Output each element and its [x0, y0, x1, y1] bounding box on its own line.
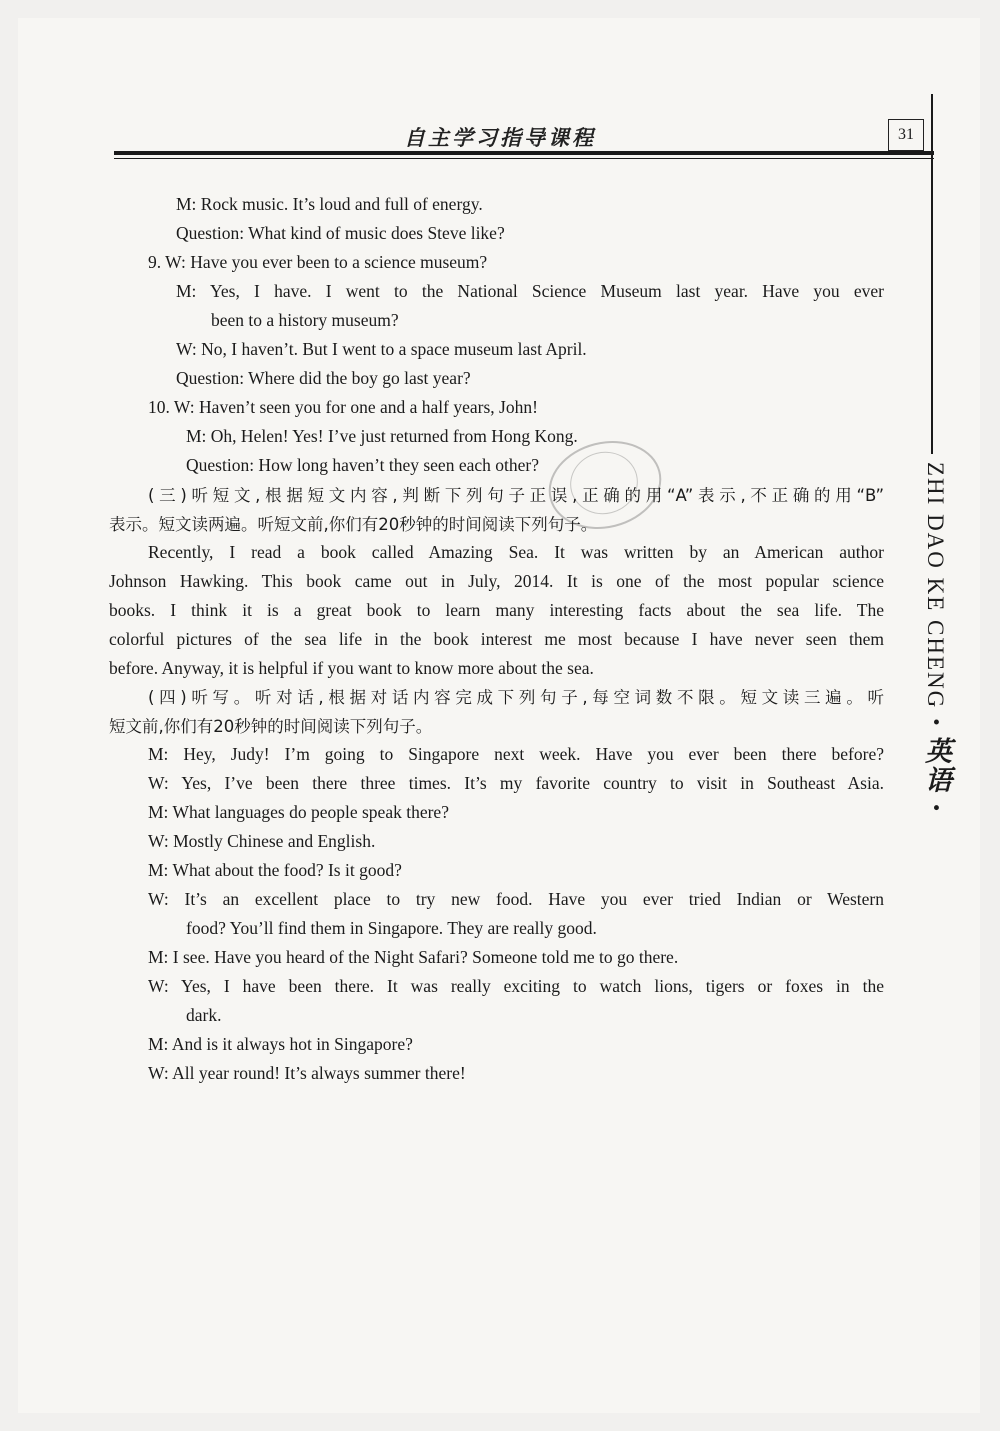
side-banner	[916, 462, 955, 815]
text-line: M: Rock music. It’s loud and full of energy.	[176, 194, 483, 214]
dialogue-line: M: And is it always hot in Singapore?	[148, 1034, 413, 1054]
dialogue-line: food? You’ll find them in Singapore. They are really good.	[186, 918, 597, 938]
header-rule	[114, 151, 934, 155]
header-rule-thin	[114, 158, 934, 159]
dialogue-line: M: I see. Have you heard of the Night Safari? Someone told me to go there.	[148, 947, 679, 967]
dialogue-line: M: What languages do people speak there?	[148, 802, 449, 822]
header-title: 自主学习指导课程	[404, 126, 596, 150]
section-4-instruction-cont: 短文前,你们有20秒钟的时间阅读下列句子。	[109, 717, 433, 736]
passage-line: Johnson Hawking. This book came out in July, 2014. It is one of the most popular science	[109, 571, 884, 591]
dialogue-line: M: Hey, Judy! I’m going to Singapore next week. Have you ever been there before?	[148, 744, 884, 764]
side-rule	[931, 94, 933, 454]
passage-line: colorful pictures of the sea life in the book interest me most because I have never seen them	[109, 629, 884, 649]
side-separator-1: •	[925, 717, 945, 730]
passage-line: before. Anyway, it is helpful if you want to know more about the sea.	[109, 658, 594, 678]
passage-line: Recently, I read a book called Amazing Sea. It was written by an American author	[148, 542, 884, 562]
section-3-instruction-cont: 表示。短文读两遍。听短文前,你们有20秒钟的时间阅读下列句子。	[109, 515, 598, 534]
page-number: 31	[888, 119, 924, 151]
text-line: 9. W: Have you ever been to a science museum?	[148, 252, 488, 272]
text-line: 10. W: Haven’t seen you for one and a half years, John!	[148, 397, 538, 417]
dialogue-line: W: Yes, I’ve been there three times. It’s my favorite country to visit in Southeast Asia.	[148, 773, 884, 793]
section-4-instruction: (四)听写。听对话,根据对话内容完成下列句子,每空词数不限。短文读三遍。听	[148, 688, 884, 707]
passage-line: books. I think it is a great book to learn many interesting facts about the sea life. The	[109, 600, 884, 620]
text-line: been to a history museum?	[211, 310, 399, 330]
text-line: Question: How long haven’t they seen each other?	[186, 455, 539, 475]
side-separator-2: •	[925, 802, 945, 815]
side-subject: 英语	[920, 736, 951, 795]
dialogue-line: M: What about the food? Is it good?	[148, 860, 402, 880]
dialogue-line: W: Mostly Chinese and English.	[148, 831, 376, 851]
text-line: M: Yes, I have. I went to the National Science Museum last year. Have you ever	[176, 281, 884, 301]
text-line: Question: Where did the boy go last year?	[176, 368, 471, 388]
dialogue-line: W: Yes, I have been there. It was really exciting to watch lions, tigers or foxes in the	[148, 976, 884, 996]
text-line: Question: What kind of music does Steve like?	[176, 223, 505, 243]
text-line: M: Oh, Helen! Yes! I’ve just returned from Hong Kong.	[186, 426, 578, 446]
side-pinyin: ZHI DAO KE CHENG	[923, 462, 948, 710]
text-line: W: No, I haven’t. But I went to a space museum last April.	[176, 339, 587, 359]
dialogue-line: W: All year round! It’s always summer there!	[148, 1063, 466, 1083]
dialogue-line: dark.	[186, 1005, 222, 1025]
dialogue-line: W: It’s an excellent place to try new food. Have you ever tried Indian or Western	[148, 889, 884, 909]
section-3-instruction: (三)听短文,根据短文内容,判断下列句子正误,正确的用“A”表示,不正确的用“B”	[148, 486, 884, 505]
